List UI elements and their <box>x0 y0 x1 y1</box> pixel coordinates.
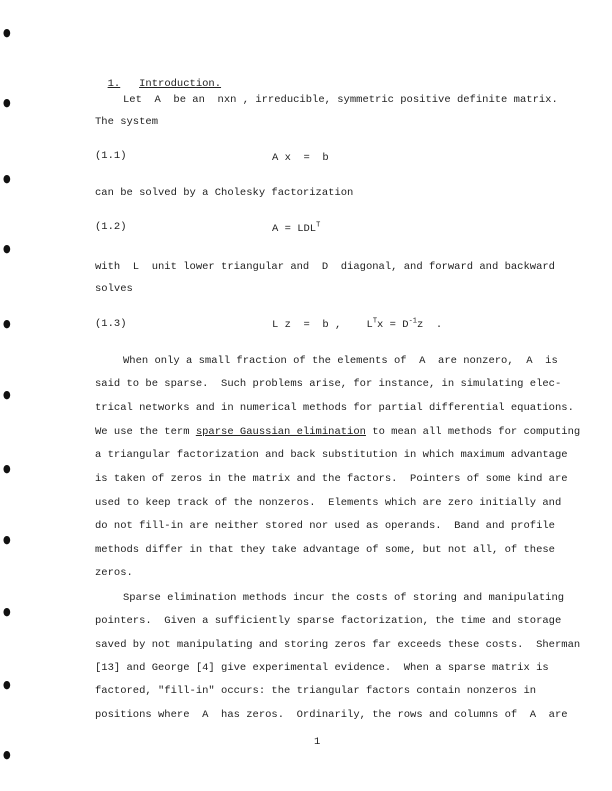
para2-line-3: saved by not manipulating and storing zeros far exceeds these costs. Sherman <box>95 639 581 651</box>
binding-hole-mark: ● <box>2 96 11 109</box>
text-with-line-1: with L unit lower triangular and D diagonal, and forward and backward <box>95 261 555 273</box>
binding-hole-mark: ● <box>2 533 11 546</box>
equation-1-3-sup2: -1 <box>408 317 417 326</box>
para1-line-2: said to be sparse. Such problems arise, for instance, in simulating elec- <box>95 378 562 390</box>
binding-hole-mark: ● <box>2 678 11 691</box>
equation-1-2-sup: T <box>316 221 321 230</box>
binding-hole-mark: ● <box>2 26 11 39</box>
equation-1-3-part2: L <box>366 319 373 331</box>
binding-hole-mark: ● <box>2 317 11 330</box>
page-number: 1 <box>314 736 321 748</box>
para1-line-4-a: We use the term <box>95 426 196 438</box>
para2-line-1: Sparse elimination methods incur the costs of storing and manipulating <box>123 592 565 604</box>
equation-1-3-part1: L z = b , <box>272 319 342 331</box>
para1-line-1: When only a small fraction of the elements of A are nonzero, A is <box>123 355 558 367</box>
para1-line-9: methods differ in that they take advantage of some, but not all, of these <box>95 544 555 556</box>
section-heading <box>95 68 221 89</box>
para1-line-6: is taken of zeros in the matrix and the factors. Pointers of some kind are <box>95 473 568 485</box>
binding-hole-mark: ● <box>2 462 11 475</box>
intro-line-1: Let A be an nxn , irreducible, symmetric positive definite matrix. <box>123 94 558 106</box>
binding-hole-mark: ● <box>2 388 11 401</box>
section-title: Introduction. <box>139 77 222 90</box>
intro-line-2: The system <box>95 116 159 128</box>
equation-1-3-part3: x = D <box>377 319 409 331</box>
equation-label-1-2: (1.2) <box>95 221 127 233</box>
para1-line-8: do not fill-in are neither stored nor used as operands. Band and profile <box>95 520 555 532</box>
para2-line-4: [13] and George [4] give experimental evidence. When a sparse matrix is <box>95 662 549 674</box>
text-with-line-2: solves <box>95 283 133 295</box>
binding-hole-mark: ● <box>2 242 11 255</box>
equation-1-1: A x = b <box>272 152 329 164</box>
text-cholesky: can be solved by a Cholesky factorization <box>95 187 354 199</box>
equation-1-3-sup1: T <box>372 317 378 326</box>
para1-line-10: zeros. <box>95 567 133 579</box>
para1-line-4-b: to mean all methods for computing <box>365 426 581 438</box>
para1-line-5: a triangular factorization and back substitution in which maximum advantage <box>95 449 568 461</box>
equation-1-3 <box>272 317 443 331</box>
equation-label-1-3: (1.3) <box>95 318 127 330</box>
equation-1-2 <box>272 221 321 235</box>
binding-hole-mark: ● <box>2 605 11 618</box>
equation-1-3-part4: z . <box>416 319 443 331</box>
para2-line-6: positions where A has zeros. Ordinarily, the rows and columns of A are <box>95 709 568 721</box>
binding-hole-mark: ● <box>2 172 11 185</box>
equation-1-2-lhs: A = LDL <box>272 223 317 235</box>
binding-hole-mark: ● <box>2 748 11 761</box>
para1-line-3: trical networks and in numerical methods for partial differential equations. <box>95 402 574 414</box>
term-sparse-gaussian-elimination: sparse Gaussian elimination <box>195 426 366 438</box>
para1-line-4 <box>95 427 580 438</box>
para2-line-5: factored, "fill-in" occurs: the triangular factors contain nonzeros in <box>95 685 537 697</box>
section-number: 1. <box>107 77 121 90</box>
para1-line-7: used to keep track of the nonzeros. Elements which are zero initially and <box>95 497 562 509</box>
equation-label-1-1: (1.1) <box>95 150 127 162</box>
para2-line-2: pointers. Given a sufficiently sparse factorization, the time and storage <box>95 615 562 627</box>
